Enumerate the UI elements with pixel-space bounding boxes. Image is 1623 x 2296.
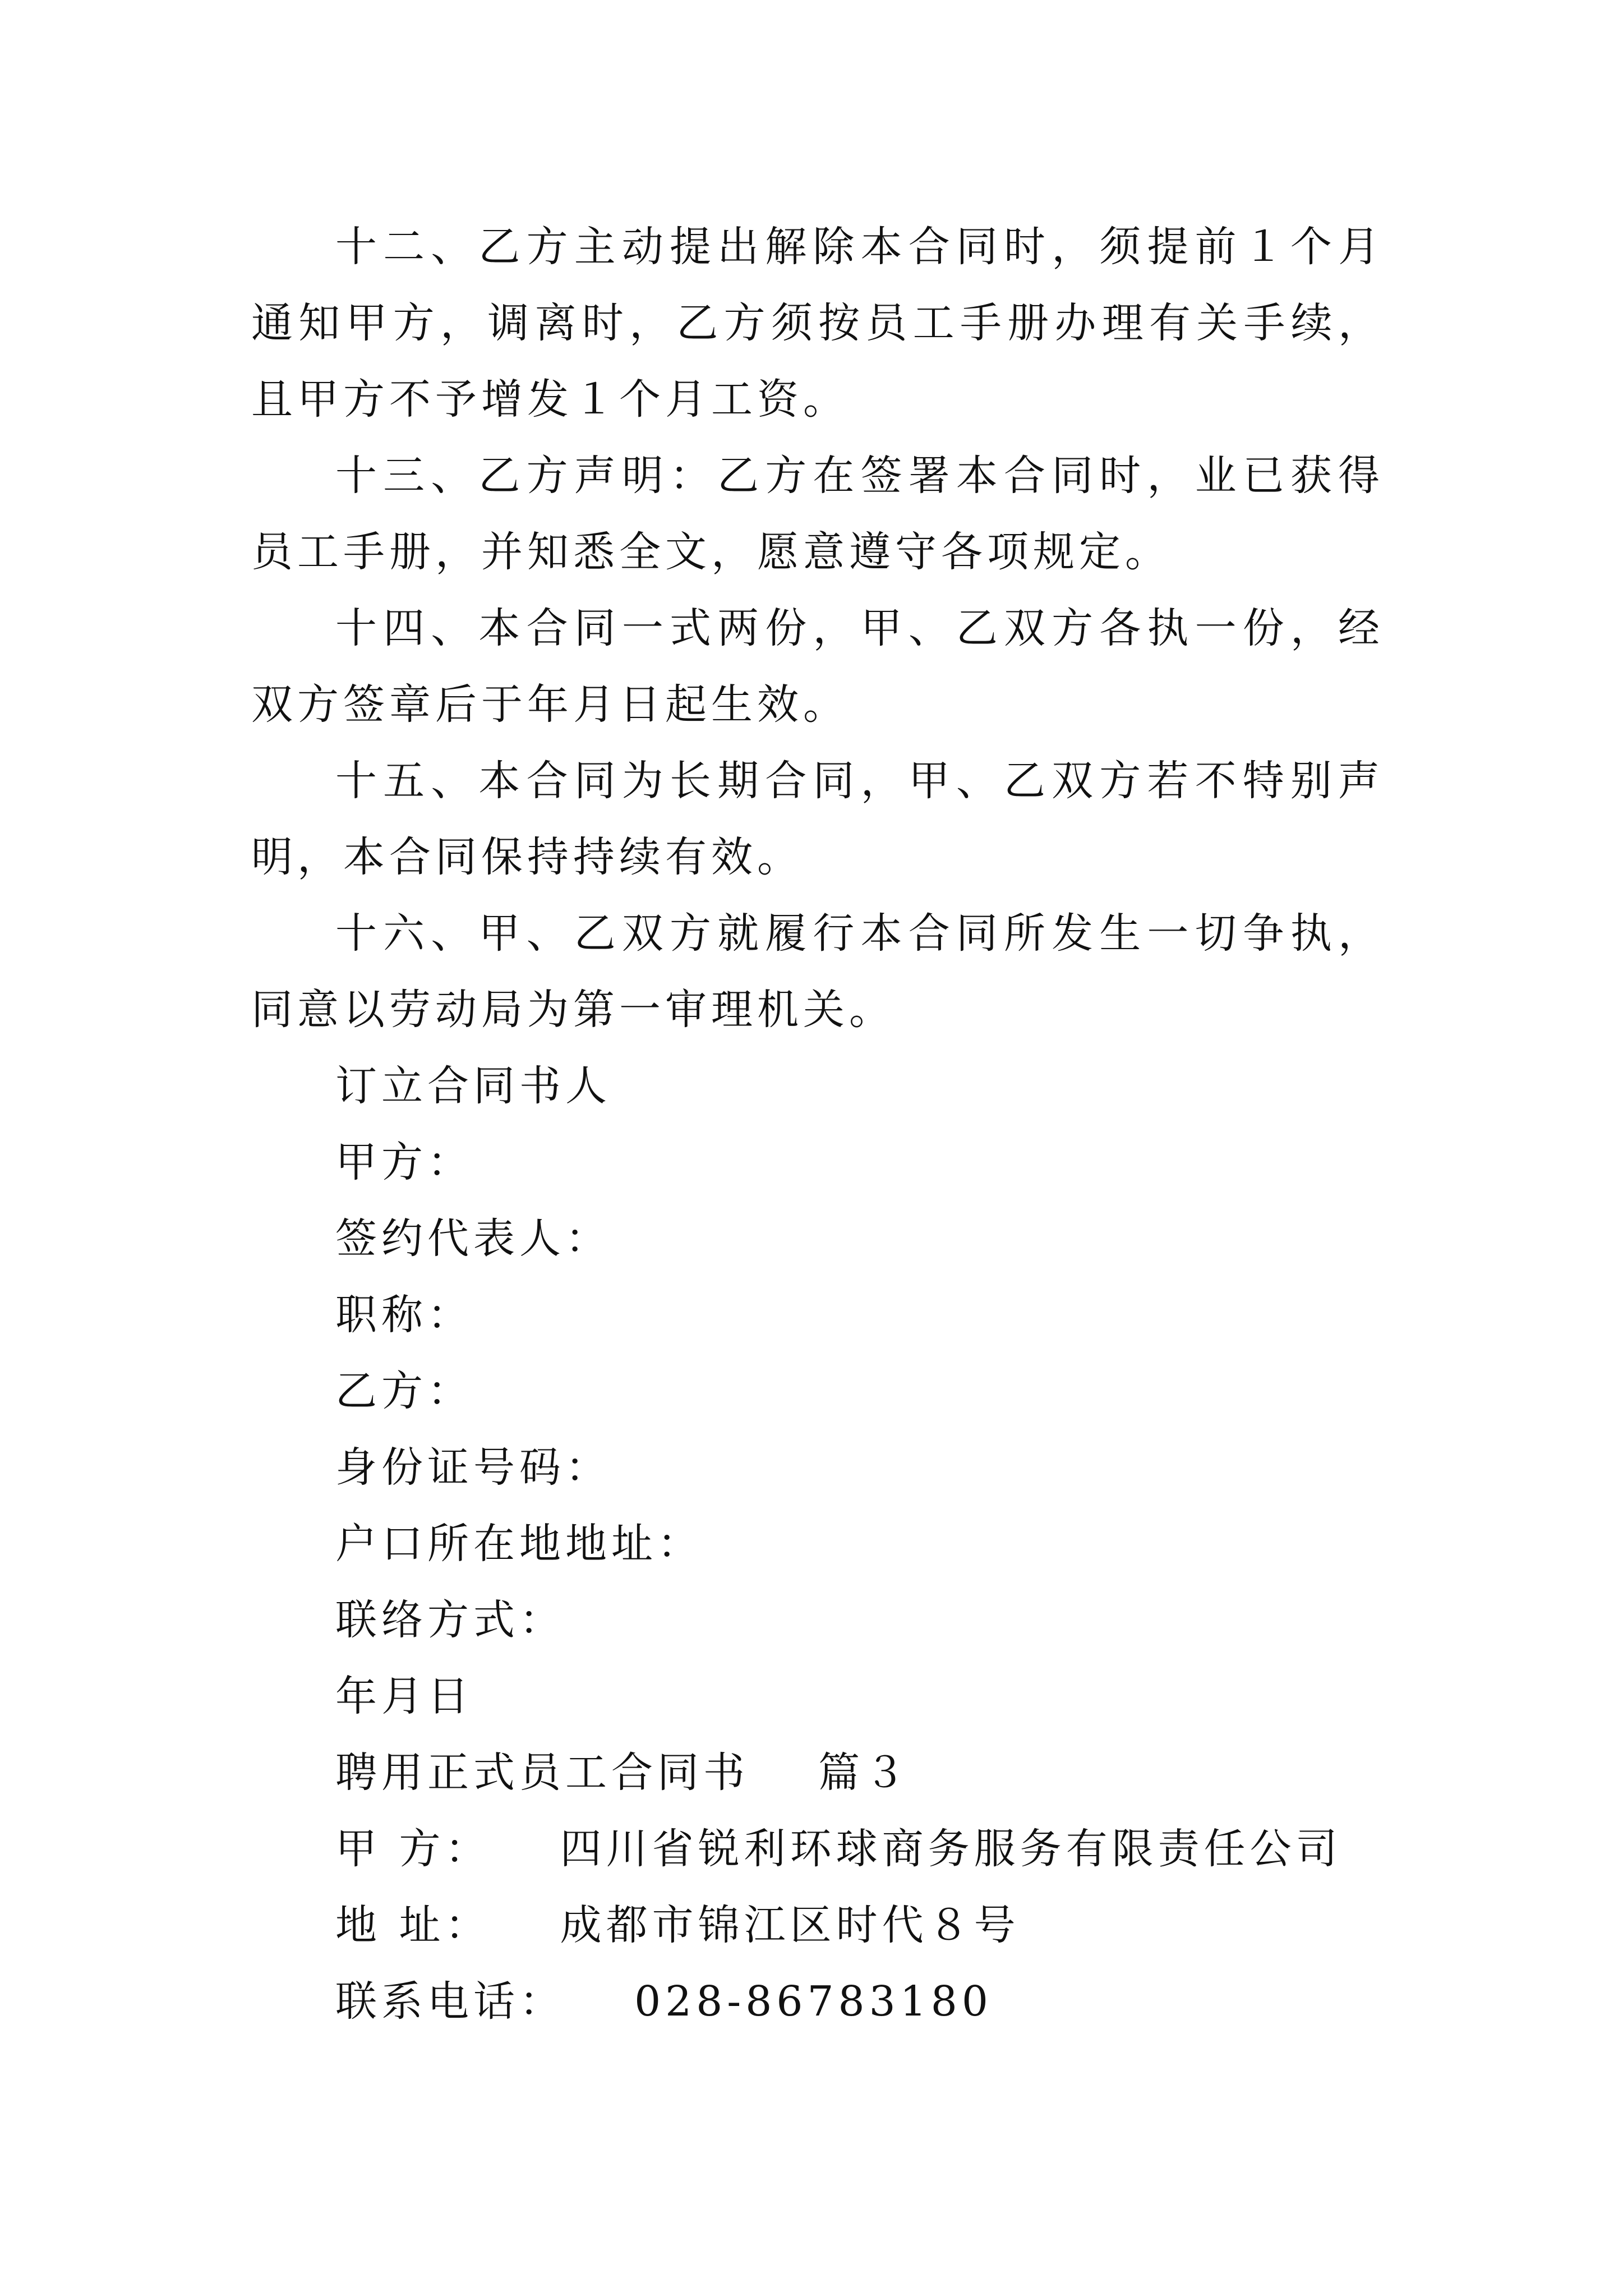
clause-12: 十二、乙方主动提出解除本合同时，须提前１个月通知甲方，调离时，乙方须按员工手册办理有关手续，且甲方不予增发１个月工资。: [251, 223, 1384, 424]
date-label: 年月日: [335, 1672, 473, 1720]
section-title-text: 聘用正式员工合同书: [335, 1749, 749, 1797]
section-title: [251, 1734, 1384, 1811]
contact-label: 联络方式：: [335, 1596, 565, 1644]
clause-14: 十四、本合同一式两份，甲、乙双方各执一份，经双方签章后于年月日起生效。: [251, 604, 1384, 729]
clause-15: 十五、本合同为长期合同，甲、乙双方若不特别声明，本合同保持持续有效。: [251, 757, 1384, 881]
id-number-label: 身份证号码：: [335, 1443, 611, 1492]
clause-13: 十三、乙方声明：乙方在签署本合同时，业已获得员工手册，并知悉全文，愿意遵守各项规定。: [251, 452, 1384, 576]
section-address-value: 成都市锦江区时代８号: [560, 1901, 1020, 1949]
title-label: 职称：: [335, 1291, 473, 1339]
document-body: [251, 209, 1384, 2040]
section-party-a-value: 四川省锐利环球商务服务有限责任公司: [560, 1825, 1342, 1873]
party-b-label: 乙方：: [335, 1367, 473, 1415]
party-a-label: 甲方：: [335, 1138, 473, 1186]
section-party-a-label: 甲 方：: [335, 1825, 491, 1873]
clause-16: 十六、甲、乙双方就履行本合同所发生一切争执，同意以劳动局为第一审理机关。: [251, 909, 1384, 1034]
section-phone: [251, 1963, 1384, 2040]
section-address-label: 地 址：: [335, 1901, 491, 1949]
section-address: [251, 1887, 1384, 1963]
section-phone-label: 联系电话：: [335, 1977, 565, 2026]
household-address-label: 户口所在地地址：: [335, 1520, 703, 1568]
signature-heading: 订立合同书人: [335, 1062, 611, 1110]
section-part: 篇３: [818, 1749, 911, 1797]
section-party-a: [251, 1811, 1384, 1887]
representative-label: 签约代表人：: [335, 1214, 611, 1263]
section-phone-value: 028-86783180: [634, 1977, 993, 2026]
